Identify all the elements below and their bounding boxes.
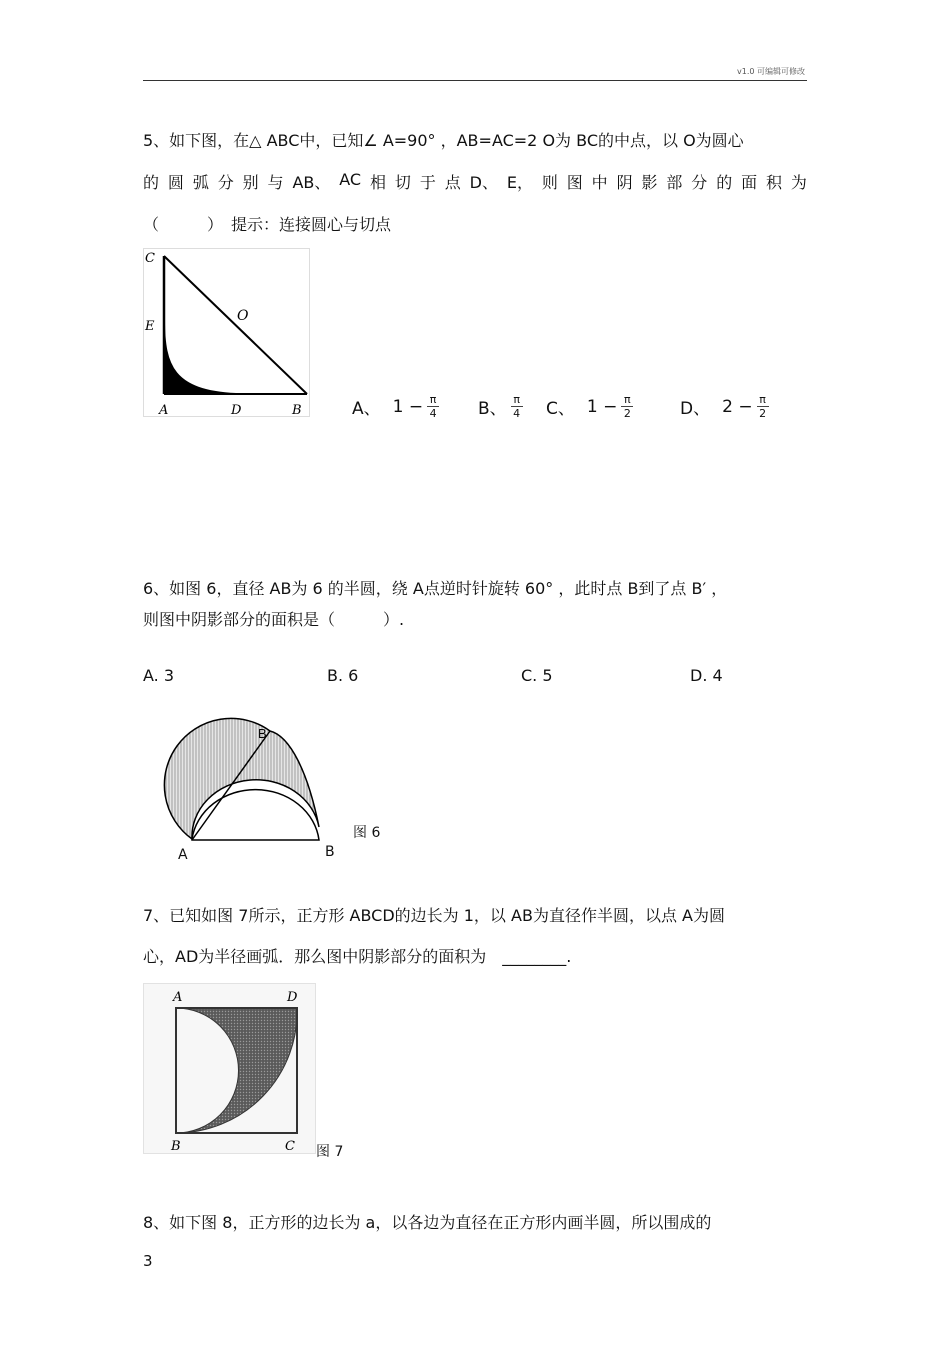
q7-label-d: D — [287, 990, 298, 1005]
q5-line2-word: 与 — [267, 173, 284, 192]
page-header-version: v1.0 可编辑可修改 — [737, 67, 805, 76]
q5-line2-word: 的 — [716, 173, 733, 192]
q5-option-a-fraction: $\frac{\pi}{4}$ — [427, 394, 439, 419]
q5-line2-word: 分 — [691, 173, 708, 192]
q5-option-c[interactable]: C、 1 − $\frac{\pi}{2}$ — [546, 394, 633, 419]
q5-line2 — [143, 170, 807, 193]
q5-line1: 5、如下图，在△ ABC中，已知∠ A=90° ，AB=AC=2 O为 BC的中点，以 O为圆心 — [143, 131, 744, 150]
q5-line2-word: 分 — [217, 173, 234, 192]
q5-line2-word: 面 — [741, 173, 758, 192]
q5-line2-word: 于 — [419, 173, 436, 192]
q6-label-a: A — [178, 847, 188, 863]
q7-label-a: A — [173, 990, 183, 1005]
q5-line2-word: 为 — [790, 173, 807, 192]
header-rule — [143, 80, 807, 81]
q5-line2-word: AB、 — [292, 173, 331, 192]
q5-line2-word: AC — [339, 170, 362, 189]
q5-option-d[interactable]: D、 2 − $\frac{\pi}{2}$ — [680, 394, 769, 419]
q6-option-b[interactable]: B. 6 — [327, 666, 359, 685]
q5-line2-word: 图 — [566, 173, 583, 192]
q7-line1: 7、已知如图 7所示，正方形 ABCD的边长为 1，以 AB为直径作半圆，以点 A为圆 — [143, 906, 725, 925]
q8-line1: 8、如下图 8，正方形的边长为 a，以各边为直径在正方形内画半圆，所以围成的 — [143, 1213, 712, 1232]
q5-label-c: C — [145, 251, 155, 266]
q5-label-d: D — [231, 403, 242, 418]
q5-line2-word: 切 — [394, 173, 411, 192]
q5-option-b[interactable]: B、 $\frac{\pi}{4}$ — [478, 394, 523, 419]
q5-option-d-fraction: $\frac{\pi}{2}$ — [757, 394, 769, 419]
q6-figure-caption: 图 6 — [353, 825, 381, 841]
q7-figure-caption: 图 7 — [316, 1144, 344, 1160]
q5-line2-word: E， — [506, 173, 533, 192]
q5-line2-word: 点 — [444, 173, 461, 192]
q5-line2-word: 的 — [143, 173, 160, 192]
q6-option-c[interactable]: C. 5 — [521, 666, 553, 685]
q6-option-a[interactable]: A. 3 — [143, 666, 175, 685]
q5-line2-word: 部 — [666, 173, 683, 192]
q5-option-b-fraction: $\frac{\pi}{4}$ — [511, 394, 523, 419]
q5-line2-word: D、 — [469, 173, 498, 192]
q5-label-e: E — [145, 319, 155, 334]
q5-line2-word: 影 — [641, 173, 658, 192]
q5-line2-word: 积 — [766, 173, 783, 192]
q5-line2-word: 圆 — [167, 173, 184, 192]
q7-label-b: B — [171, 1139, 181, 1154]
q5-label-o: O — [237, 308, 249, 324]
q7-figure — [143, 983, 317, 1155]
q5-line3: （ ） 提示：连接圆心与切点 — [143, 215, 392, 234]
q6-line2: 则图中阴影部分的面积是（ ）. — [143, 610, 405, 629]
q7-label-c: C — [285, 1139, 295, 1154]
q5-line2-word: 相 — [370, 173, 387, 192]
q5-label-a: A — [159, 403, 169, 418]
q7-line2: 心，AD为半径画弧．那么图中阴影部分的面积为 ________. — [143, 947, 572, 966]
q5-line2-word: 则 — [541, 173, 558, 192]
q6-line1: 6、如图 6，直径 AB为 6 的半圆，绕 A点逆时针旋转 60° ，此时点 B到了点 B′ ， — [143, 579, 728, 598]
q5-line2-word: 别 — [242, 173, 259, 192]
q6-label-b: B — [325, 844, 335, 860]
q5-line2-word: 中 — [591, 173, 608, 192]
q5-option-a[interactable]: A、 1 − $\frac{\pi}{4}$ — [352, 394, 439, 419]
q5-line2-word: 弧 — [192, 173, 209, 192]
page-number: 3 — [143, 1252, 153, 1270]
q5-label-b: B — [292, 403, 302, 418]
q6-label-b-prime: B — [258, 726, 267, 741]
q6-option-d[interactable]: D. 4 — [690, 666, 723, 685]
q5-option-c-fraction: $\frac{\pi}{2}$ — [621, 394, 633, 419]
q5-figure — [143, 248, 311, 418]
q5-line2-word: 阴 — [616, 173, 633, 192]
